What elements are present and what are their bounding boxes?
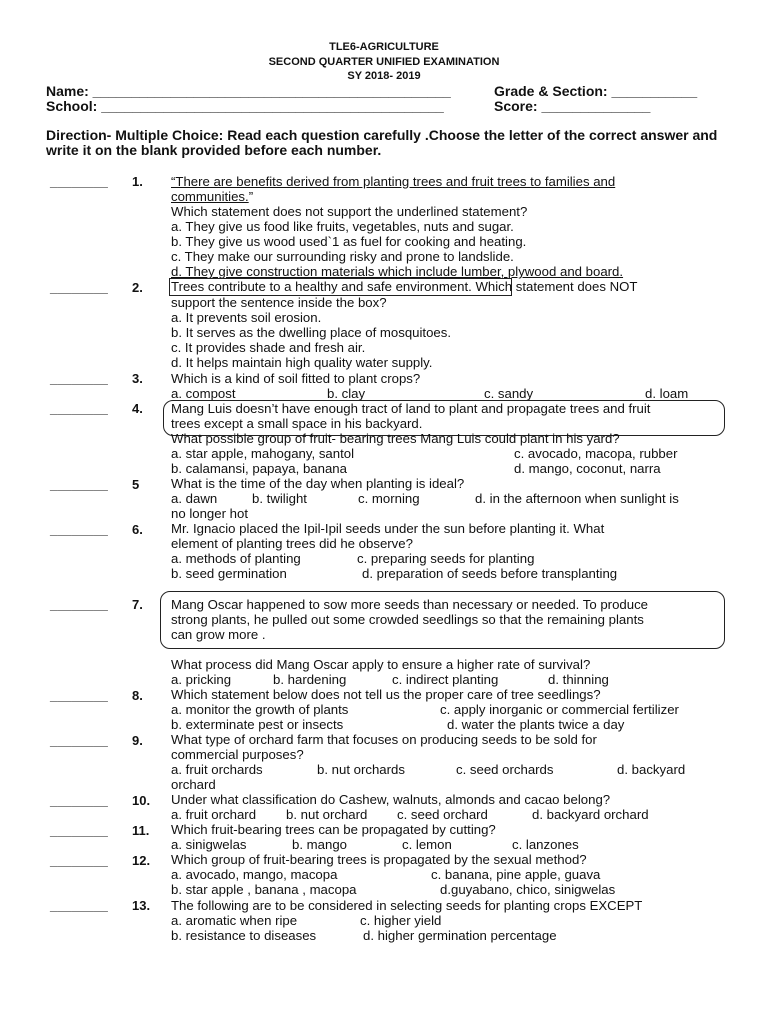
question-number: 12. xyxy=(132,853,151,868)
choice-d: d. They give construction materials which include lumber, plywood and board. xyxy=(171,264,624,279)
choice-a: a. star apple, mahogany, santol xyxy=(171,446,355,461)
choice-a: a. monitor the growth of plants xyxy=(171,702,349,717)
question-number: 4. xyxy=(132,401,143,416)
exam-year: SY 2018- 2019 xyxy=(347,70,421,82)
question-text: Which is a kind of soil fitted to plant crops? xyxy=(171,371,421,386)
choice-c: c. indirect planting xyxy=(392,672,499,687)
question-text: What process did Mang Oscar apply to ensure a higher rate of survival? xyxy=(171,657,591,672)
question-number: 9. xyxy=(132,733,143,748)
choice-c: c. higher yield xyxy=(360,913,442,928)
choice-c: c. banana, pine apple, guava xyxy=(431,867,601,882)
question-text: Which statement does not support the underlined statement? xyxy=(171,204,528,219)
choice-c: c. sandy xyxy=(484,386,534,401)
question-text: Which fruit-bearing trees can be propagated by cutting? xyxy=(171,822,496,837)
question-number: 2. xyxy=(132,280,143,295)
choice-d: d. water the plants twice a day xyxy=(447,717,625,732)
choice-a: a. aromatic when ripe xyxy=(171,913,298,928)
choice-b: b. twilight xyxy=(252,491,307,506)
question-text: Mang Luis doesn’t have enough tract of land to plant and propagate trees and fruit xyxy=(171,401,651,416)
answer-blank-3[interactable]: ________ xyxy=(50,371,108,386)
choice-b: b. exterminate pest or insects xyxy=(171,717,344,732)
question-number: 6. xyxy=(132,522,143,537)
exam-subtitle: SECOND QUARTER UNIFIED EXAMINATION xyxy=(268,56,500,68)
choice-a: a. avocado, mango, macopa xyxy=(171,867,338,882)
choice-c: c. seed orchard xyxy=(397,807,488,822)
choice-d-continued: no longer hot xyxy=(171,506,248,521)
question-text: commercial purposes? xyxy=(171,747,304,762)
answer-blank-6[interactable]: ________ xyxy=(50,522,108,537)
answer-blank-11[interactable]: ________ xyxy=(50,823,108,838)
choice-a: a. methods of planting xyxy=(171,551,301,566)
question-text: What type of orchard farm that focuses on producing seeds to be sold for xyxy=(171,732,597,747)
question-text: The following are to be considered in selecting seeds for planting crops EXCEPT xyxy=(171,898,643,913)
boxed-statement: Trees contribute to a healthy and safe environment xyxy=(171,279,469,294)
choice-a: a. It prevents soil erosion. xyxy=(171,310,322,325)
choice-b: b. seed germination xyxy=(171,566,287,581)
choice-a: a. They give us food like fruits, vegetables, nuts and sugar. xyxy=(171,219,514,234)
choice-d: d. mango, coconut, narra xyxy=(514,461,661,476)
choice-c: c. morning xyxy=(358,491,420,506)
question-text: “There are benefits derived from planting trees and fruit trees to families and xyxy=(171,174,616,189)
question-text: element of planting trees did he observe? xyxy=(171,536,413,551)
school-field[interactable]: School: ____________________________________________ xyxy=(46,98,444,114)
choice-d: c. lanzones xyxy=(512,837,579,852)
answer-blank-8[interactable]: ________ xyxy=(50,688,108,703)
question-number: 5 xyxy=(132,477,140,492)
choice-a: a. fruit orchards xyxy=(171,762,263,777)
choice-a: a. compost xyxy=(171,386,236,401)
choice-a: a. dawn xyxy=(171,491,218,506)
question-number: 1. xyxy=(132,174,143,189)
question-text: Which group of fruit-bearing trees is propagated by the sexual method? xyxy=(171,852,587,867)
question-number: 11. xyxy=(132,823,150,838)
answer-blank-9[interactable]: ________ xyxy=(50,733,108,748)
choice-b: b. nut orchards xyxy=(317,762,405,777)
choice-d: d. backyard orchard xyxy=(532,807,649,822)
question-text xyxy=(171,279,637,294)
question-text xyxy=(171,189,253,204)
choice-b: b. It serves as the dwelling place of mosquitoes. xyxy=(171,325,452,340)
question-number: 10. xyxy=(132,793,151,808)
question-number: 8. xyxy=(132,688,143,703)
choice-b: b. nut orchard xyxy=(286,807,368,822)
exam-title: TLE6-AGRICULTURE xyxy=(329,41,439,53)
answer-blank-10[interactable]: ________ xyxy=(50,793,108,808)
choice-d: d. It helps maintain high quality water supply. xyxy=(171,355,433,370)
question-number: 3. xyxy=(132,371,143,386)
answer-blank-12[interactable]: ________ xyxy=(50,853,108,868)
answer-blank-7[interactable]: ________ xyxy=(50,597,108,612)
question-text: Under what classification do Cashew, walnuts, almonds and cacao belong? xyxy=(171,792,611,807)
question-text-rest: . Which statement does NOT xyxy=(468,279,638,294)
question-number: 7. xyxy=(132,597,143,612)
question-text: What possible group of fruit- bearing trees Mang Luis could plant in his yard? xyxy=(171,431,620,446)
underlined-text: communities. xyxy=(171,189,249,204)
answer-blank-13[interactable]: ________ xyxy=(50,898,108,913)
name-field[interactable]: Name: ______________________________________________ xyxy=(46,83,451,99)
choice-c: c. It provides shade and fresh air. xyxy=(171,340,366,355)
grade-section-field[interactable]: Grade & Section: ___________ xyxy=(494,83,698,99)
choice-d: d. in the afternoon when sunlight is xyxy=(475,491,679,506)
choice-d: d.guyabano, chico, sinigwelas xyxy=(440,882,616,897)
answer-blank-4[interactable]: ________ xyxy=(50,401,108,416)
directions: Direction- Multiple Choice: Read each question carefully .Choose the letter of the correct answer and write it on the blank provided before each number. xyxy=(46,127,718,158)
choice-c: c. seed orchards xyxy=(456,762,554,777)
choice-d-continued: orchard xyxy=(171,777,216,792)
choice-a: a. fruit orchard xyxy=(171,807,257,822)
choice-c: c. They make our surrounding risky and prone to landslide. xyxy=(171,249,514,264)
quote-mark: ” xyxy=(248,189,254,204)
answer-blank-2[interactable]: ________ xyxy=(50,280,108,295)
answer-blank-1[interactable]: ________ xyxy=(50,174,108,189)
score-field[interactable]: Score: ______________ xyxy=(494,98,651,114)
choice-b: b. calamansi, papaya, banana xyxy=(171,461,347,476)
choice-d: d. higher germination percentage xyxy=(363,928,557,943)
choice-b: b. clay xyxy=(327,386,366,401)
choice-b: b. hardening xyxy=(273,672,347,687)
choice-b: b. star apple , banana , macopa xyxy=(171,882,357,897)
choice-d: d. thinning xyxy=(548,672,609,687)
question-text: Mang Oscar happened to sow more seeds than necessary or needed. To produce xyxy=(171,597,648,612)
question-text: strong plants, he pulled out some crowded seedlings so that the remaining plants xyxy=(171,612,644,627)
question-text: can grow more . xyxy=(171,627,266,642)
choice-c: c. lemon xyxy=(402,837,452,852)
choice-a: a. sinigwelas xyxy=(171,837,247,852)
choice-d: d. backyard xyxy=(617,762,686,777)
choice-b: b. resistance to diseases xyxy=(171,928,317,943)
choice-b: b. They give us wood used`1 as fuel for cooking and heating. xyxy=(171,234,527,249)
question-text: support the sentence inside the box? xyxy=(171,295,387,310)
choice-b: b. mango xyxy=(292,837,347,852)
choice-c: c. avocado, macopa, rubber xyxy=(514,446,678,461)
choice-a: a. pricking xyxy=(171,672,232,687)
choice-d: d. preparation of seeds before transplanting xyxy=(362,566,618,581)
question-number: 13. xyxy=(132,898,151,913)
choice-d: d. loam xyxy=(645,386,689,401)
question-text: Mr. Ignacio placed the Ipil-Ipil seeds under the sun before planting it. What xyxy=(171,521,605,536)
question-text: Which statement below does not tell us the proper care of tree seedlings? xyxy=(171,687,601,702)
choice-c: c. preparing seeds for planting xyxy=(357,551,535,566)
choice-c: c. apply inorganic or commercial fertilizer xyxy=(440,702,679,717)
answer-blank-5[interactable]: ________ xyxy=(50,477,108,492)
question-text: What is the time of the day when planting is ideal? xyxy=(171,476,465,491)
question-text: trees except a small space in his backyard. xyxy=(171,416,423,431)
